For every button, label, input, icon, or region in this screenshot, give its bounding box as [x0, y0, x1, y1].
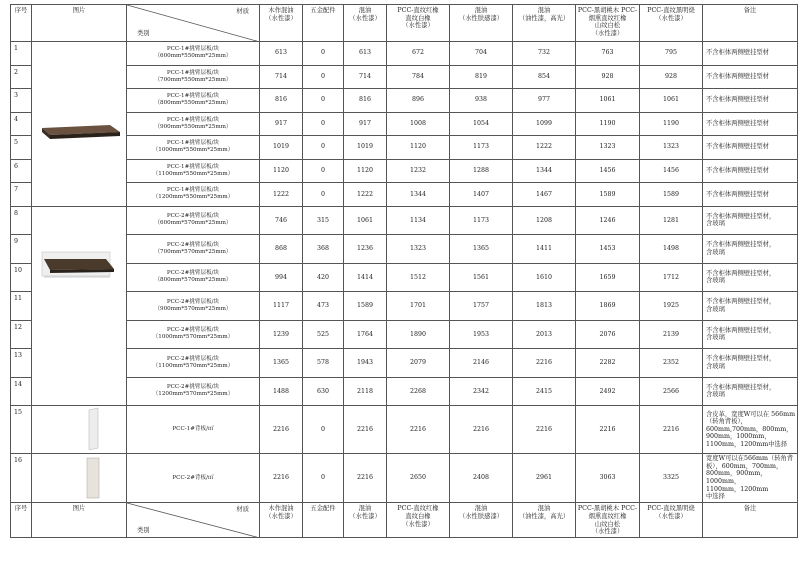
price-cell: 1222 [260, 183, 303, 207]
price-cell: 1757 [450, 292, 513, 321]
price-cell: 1061 [640, 89, 703, 113]
price-cell: 1701 [387, 292, 450, 321]
header-material: 材质 [236, 8, 249, 15]
price-cell: 896 [387, 89, 450, 113]
remark-cell: 宽度W可以在566mm（转角背板），600mm，700mm， 800mm，900mm，1000mm， 1100mm，1200mm 中选择 [703, 453, 798, 503]
price-cell: 1561 [450, 263, 513, 292]
price-cell: 2961 [513, 453, 576, 503]
header-col-8: 备注 [703, 503, 798, 538]
price-cell: 795 [640, 42, 703, 66]
header-col-8: 备注 [703, 5, 798, 42]
price-cell: 0 [303, 136, 344, 160]
price-cell: 2408 [450, 453, 513, 503]
price-cell: 0 [303, 159, 344, 183]
price-cell: 2650 [387, 453, 450, 503]
price-cell: 578 [303, 349, 344, 378]
table-row [11, 136, 798, 160]
price-cell: 2079 [387, 349, 450, 378]
product-name: PCC-1#挑臂层板/块 （800mm*550mm*25mm） [127, 89, 260, 113]
row-number: 13 [11, 349, 32, 378]
table-row [11, 206, 798, 235]
backboard-2-picture [32, 454, 127, 500]
product-name: PCC-2#挑臂层板/块 （600mm*570mm*25mm） [127, 206, 260, 235]
price-cell: 1323 [640, 136, 703, 160]
remark-cell: 不含柜体两侧壁挂型材， 含玻璃 [703, 377, 798, 406]
product-image-shelf-1 [32, 42, 127, 207]
table-row [11, 65, 798, 89]
row-number: 1 [11, 42, 32, 66]
header-col-7: PCC-直纹黑明烧 （水性漆） [640, 503, 703, 538]
header-col-3: PCC-直纹红橡 直纹白橡 （水性漆） [387, 503, 450, 538]
product-name: PCC-2#挑臂层板/块 （800mm*570mm*25mm） [127, 263, 260, 292]
price-cell: 1246 [576, 206, 640, 235]
price-cell: 525 [303, 320, 344, 349]
price-cell: 2216 [513, 349, 576, 378]
remark-cell: 不含柜体两侧壁挂型材， 含玻璃 [703, 263, 798, 292]
price-cell: 1061 [344, 206, 387, 235]
price-cell: 1512 [387, 263, 450, 292]
product-name: PCC-2#挑臂层板/块 （1000mm*570mm*25mm） [127, 320, 260, 349]
price-cell: 1236 [344, 235, 387, 264]
price-cell: 732 [513, 42, 576, 66]
price-cell: 368 [303, 235, 344, 264]
price-cell: 0 [303, 112, 344, 136]
price-cell: 2216 [513, 406, 576, 454]
header-seq: 序号 [11, 503, 32, 538]
table-row [11, 235, 798, 264]
header-col-5: 混油 （油性漆，高光） [513, 503, 576, 538]
header-col-4: 混油 （水性肤感漆） [450, 503, 513, 538]
product-image-backboard-2 [32, 453, 127, 503]
price-cell: 0 [303, 89, 344, 113]
price-cell: 2342 [450, 377, 513, 406]
header-material-category [127, 5, 260, 42]
price-cell: 0 [303, 406, 344, 454]
price-cell: 0 [303, 453, 344, 503]
price-cell: 473 [303, 292, 344, 321]
price-cell: 1054 [450, 112, 513, 136]
price-cell: 613 [260, 42, 303, 66]
price-cell: 1008 [387, 112, 450, 136]
remark-cell: 不含柜体两侧壁挂型材 [703, 42, 798, 66]
row-number: 3 [11, 89, 32, 113]
header-col-2: 混油 （水性漆） [344, 5, 387, 42]
price-cell: 1173 [450, 206, 513, 235]
price-cell: 672 [387, 42, 450, 66]
price-cell: 1712 [640, 263, 703, 292]
header-material-category [127, 503, 260, 538]
price-cell: 1190 [640, 112, 703, 136]
price-cell: 1764 [344, 320, 387, 349]
price-cell: 1134 [387, 206, 450, 235]
remark-cell: 不含柜体两侧壁挂型材， 含玻璃 [703, 292, 798, 321]
remark-cell: 不含柜体两侧壁挂型材 [703, 183, 798, 207]
price-cell: 3063 [576, 453, 640, 503]
shelf-2-picture [32, 207, 127, 403]
price-cell: 2268 [387, 377, 450, 406]
row-number: 10 [11, 263, 32, 292]
product-name: PCC-1#挑臂层板/块 （1000mm*550mm*25mm） [127, 136, 260, 160]
price-cell: 1323 [576, 136, 640, 160]
remark-cell: 不含柜体两侧壁挂型材 [703, 136, 798, 160]
product-name: PCC-2#背板/㎡ [127, 453, 260, 503]
price-cell: 1288 [450, 159, 513, 183]
price-cell: 1456 [576, 159, 640, 183]
price-cell: 1239 [260, 320, 303, 349]
price-cell: 1173 [450, 136, 513, 160]
price-cell: 928 [640, 65, 703, 89]
remark-cell: 不含柜体两侧壁挂型材 [703, 65, 798, 89]
table-row [11, 263, 798, 292]
price-cell: 1659 [576, 263, 640, 292]
row-number: 14 [11, 377, 32, 406]
price-cell: 1099 [513, 112, 576, 136]
header-col-1: 五金配件 [303, 5, 344, 42]
remark-cell: 含皮革，宽度W可以在 566mm（转角背板）， 600mm,700mm，800mm， 900mm，1000mm， 1100mm，1200mm中选择 [703, 406, 798, 454]
price-cell: 2146 [450, 349, 513, 378]
price-cell: 0 [303, 65, 344, 89]
price-cell: 746 [260, 206, 303, 235]
header-col-0: 木作混油 （水性漆） [260, 5, 303, 42]
product-name: PCC-2#挑臂层板/块 （1200mm*570mm*25mm） [127, 377, 260, 406]
table-row [11, 453, 798, 503]
price-cell: 1890 [387, 320, 450, 349]
remark-cell: 不含柜体两侧壁挂型材， 含玻璃 [703, 206, 798, 235]
header-category: 类别 [137, 526, 150, 534]
row-number: 11 [11, 292, 32, 321]
price-cell: 977 [513, 89, 576, 113]
price-cell: 714 [260, 65, 303, 89]
price-cell: 2566 [640, 377, 703, 406]
price-cell: 2216 [387, 406, 450, 454]
backboard-1-picture [32, 406, 127, 450]
price-cell: 1344 [387, 183, 450, 207]
header-col-2: 混油 （水性漆） [344, 503, 387, 538]
price-cell: 1365 [260, 349, 303, 378]
price-cell: 2282 [576, 349, 640, 378]
header-col-6: PCC-黑胡桃木 PCC-烟熏直纹红橡 山纹白松 （水性漆） [576, 503, 640, 538]
price-cell: 1869 [576, 292, 640, 321]
price-cell: 1222 [344, 183, 387, 207]
price-cell: 1453 [576, 235, 640, 264]
price-cell: 2139 [640, 320, 703, 349]
header-picture: 图片 [32, 503, 127, 538]
row-number: 2 [11, 65, 32, 89]
remark-cell: 不含柜体两侧壁挂型材 [703, 159, 798, 183]
price-cell: 928 [576, 65, 640, 89]
product-name: PCC-2#挑臂层板/块 （700mm*570mm*25mm） [127, 235, 260, 264]
price-cell: 1120 [387, 136, 450, 160]
product-name: PCC-1#挑臂层板/块 （700mm*550mm*25mm） [127, 65, 260, 89]
header-col-3: PCC-直纹红橡 直纹白橡 （水性漆） [387, 5, 450, 42]
price-cell: 1232 [387, 159, 450, 183]
price-cell: 1589 [576, 183, 640, 207]
header-material: 材质 [236, 506, 249, 514]
price-cell: 868 [260, 235, 303, 264]
price-cell: 1456 [640, 159, 703, 183]
price-cell: 2415 [513, 377, 576, 406]
price-cell: 2216 [576, 406, 640, 454]
product-name: PCC-1#背板/㎡ [127, 406, 260, 454]
price-cell: 1117 [260, 292, 303, 321]
price-cell: 315 [303, 206, 344, 235]
header-row-bottom [11, 503, 798, 538]
price-cell: 854 [513, 65, 576, 89]
remark-cell: 不含柜体两侧壁挂型材， 含玻璃 [703, 349, 798, 378]
product-name: PCC-2#挑臂层板/块 （900mm*570mm*25mm） [127, 292, 260, 321]
price-cell: 1061 [576, 89, 640, 113]
price-cell: 1411 [513, 235, 576, 264]
product-image-backboard-1 [32, 406, 127, 454]
header-col-7: PCC-直纹黑明烧 （水性漆） [640, 5, 703, 42]
row-number: 9 [11, 235, 32, 264]
price-cell: 938 [450, 89, 513, 113]
header-picture: 图片 [32, 5, 127, 42]
table-row [11, 406, 798, 454]
price-cell: 2216 [344, 406, 387, 454]
header-col-0: 木作混油 （水性漆） [260, 503, 303, 538]
price-cell: 1925 [640, 292, 703, 321]
price-cell: 1120 [344, 159, 387, 183]
price-cell: 2216 [260, 453, 303, 503]
remark-cell: 不含柜体两侧壁挂型材 [703, 89, 798, 113]
price-cell: 1589 [344, 292, 387, 321]
header-row-top [11, 5, 798, 42]
product-image-shelf-2 [32, 206, 127, 406]
row-number: 15 [11, 406, 32, 454]
remark-cell: 不含柜体两侧壁挂型材， 含玻璃 [703, 235, 798, 264]
price-cell: 704 [450, 42, 513, 66]
product-name: PCC-1#挑臂层板/块 （900mm*550mm*25mm） [127, 112, 260, 136]
table-row [11, 183, 798, 207]
table-row [11, 42, 798, 66]
price-cell: 613 [344, 42, 387, 66]
price-cell: 3325 [640, 453, 703, 503]
price-cell: 1488 [260, 377, 303, 406]
table-row [11, 292, 798, 321]
row-number: 4 [11, 112, 32, 136]
price-cell: 917 [260, 112, 303, 136]
product-name: PCC-1#挑臂层板/块 （600mm*550mm*25mm） [127, 42, 260, 66]
price-cell: 0 [303, 183, 344, 207]
row-number: 8 [11, 206, 32, 235]
header-seq: 序号 [11, 5, 32, 42]
product-name: PCC-2#挑臂层板/块 （1100mm*570mm*25mm） [127, 349, 260, 378]
price-cell: 2076 [576, 320, 640, 349]
price-cell: 2216 [450, 406, 513, 454]
price-cell: 1208 [513, 206, 576, 235]
table-row [11, 159, 798, 183]
table-row [11, 89, 798, 113]
header-col-1: 五金配件 [303, 503, 344, 538]
price-cell: 1019 [344, 136, 387, 160]
price-cell: 1222 [513, 136, 576, 160]
price-sheet [10, 4, 796, 536]
price-cell: 816 [344, 89, 387, 113]
price-cell: 1610 [513, 263, 576, 292]
header-col-5: 混油 （油性漆，高光） [513, 5, 576, 42]
row-number: 5 [11, 136, 32, 160]
table-row [11, 349, 798, 378]
price-cell: 1589 [640, 183, 703, 207]
price-cell: 784 [387, 65, 450, 89]
price-cell: 420 [303, 263, 344, 292]
shelf-1-picture [32, 42, 127, 203]
price-cell: 994 [260, 263, 303, 292]
price-cell: 1813 [513, 292, 576, 321]
price-cell: 1323 [387, 235, 450, 264]
price-cell: 714 [344, 65, 387, 89]
row-number: 7 [11, 183, 32, 207]
row-number: 12 [11, 320, 32, 349]
price-cell: 1120 [260, 159, 303, 183]
price-cell: 1414 [344, 263, 387, 292]
price-cell: 630 [303, 377, 344, 406]
header-col-4: 混油 （水性肤感漆） [450, 5, 513, 42]
price-cell: 2118 [344, 377, 387, 406]
price-cell: 917 [344, 112, 387, 136]
table-row [11, 320, 798, 349]
product-name: PCC-1#挑臂层板/块 （1200mm*550mm*25mm） [127, 183, 260, 207]
table-row [11, 377, 798, 406]
price-cell: 2352 [640, 349, 703, 378]
price-cell: 1190 [576, 112, 640, 136]
price-cell: 819 [450, 65, 513, 89]
price-cell: 2492 [576, 377, 640, 406]
price-cell: 1407 [450, 183, 513, 207]
remark-cell: 不含柜体两侧壁挂型材， 含玻璃 [703, 320, 798, 349]
price-cell: 1943 [344, 349, 387, 378]
price-cell: 2013 [513, 320, 576, 349]
row-number: 6 [11, 159, 32, 183]
product-name: PCC-1#挑臂层板/块 （1100mm*550mm*25mm） [127, 159, 260, 183]
remark-cell: 不含柜体两侧壁挂型材 [703, 112, 798, 136]
price-cell: 1498 [640, 235, 703, 264]
price-cell: 1365 [450, 235, 513, 264]
price-cell: 2216 [344, 453, 387, 503]
price-table [10, 4, 798, 538]
row-number: 16 [11, 453, 32, 503]
price-cell: 816 [260, 89, 303, 113]
price-cell: 2216 [640, 406, 703, 454]
price-cell: 0 [303, 42, 344, 66]
price-cell: 2216 [260, 406, 303, 454]
table-row [11, 112, 798, 136]
header-category: 类别 [137, 30, 150, 38]
price-cell: 1019 [260, 136, 303, 160]
price-cell: 1467 [513, 183, 576, 207]
header-col-6: PCC-黑胡桃木 PCC-烟熏直纹红橡 山纹白松 （水性漆） [576, 5, 640, 42]
price-cell: 1953 [450, 320, 513, 349]
price-cell: 1281 [640, 206, 703, 235]
price-cell: 763 [576, 42, 640, 66]
price-cell: 1344 [513, 159, 576, 183]
